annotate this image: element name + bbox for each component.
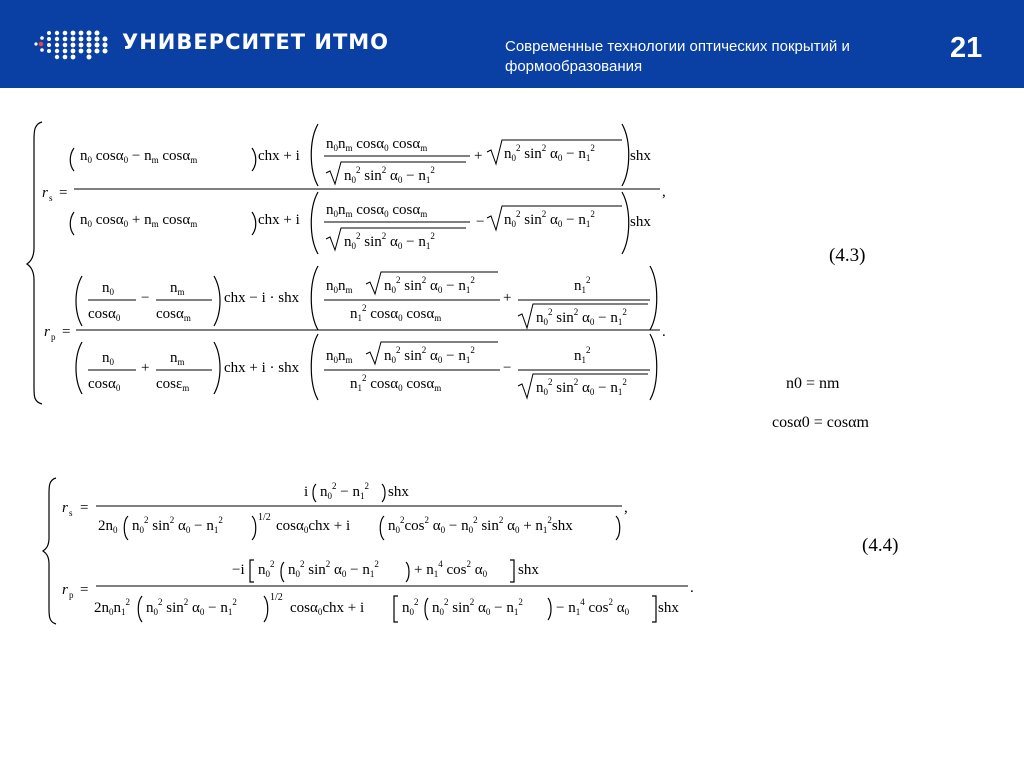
svg-text:n02: $n_0^2$ [258, 559, 275, 579]
svg-text:=: = [59, 185, 68, 201]
svg-text:2n0n12: $2n_0n_1^2$ [94, 597, 130, 617]
svg-text:cosα0: cosα$_0$ [88, 376, 121, 393]
svg-text:cosα0: cosα$_0$ [88, 306, 121, 323]
svg-text:r: r [62, 500, 68, 516]
svg-text:n0nm cosα0 cosαm: $n_0n_m$ cosα$_0$ cosα$_m$ [326, 202, 428, 219]
equation-number-4-4: (4.4) [862, 535, 899, 556]
svg-text:n0nm cosα0 cosαm: $n_0n_m$ cosα$_0$ cosα$_m$ [326, 136, 428, 153]
svg-text:n0 cosα0 − nm cosαm: $n_0$ $\cos\alpha_0 - n_m$ cosα$_m$ [80, 148, 198, 165]
svg-text:n0nm: $n_0n_m$ [326, 348, 353, 365]
svg-text:chx − i · shx: chx − i · shx [224, 290, 300, 306]
svg-text:n02 sin2 α0 − n12: $n_0^2$ $\sin^2 \alpha_0 - n_1^2$ [536, 377, 627, 397]
condition-line-2: cosα0 = cosαm [772, 414, 869, 431]
svg-text:p: p [69, 590, 74, 600]
svg-text:cosα0chx + i: cosα$_0$chx + i [276, 518, 351, 535]
svg-text:n12: $n_1^2$ [574, 345, 591, 365]
condition-line-1: n0 = nm [786, 375, 840, 392]
svg-text:r: r [42, 185, 48, 201]
svg-text:=: = [80, 500, 89, 516]
formula-4-4 [0, 88, 1024, 768]
svg-text:shx: shx [658, 600, 679, 616]
svg-text:cosα0chx + i: cosα$_0$chx + i [290, 600, 365, 617]
svg-text:− n14 cos2 α0: − $n_1^4$ $\cos^2 \alpha_0$ [556, 597, 630, 617]
svg-text:=: = [80, 582, 89, 598]
svg-text:n12 cosα0 cosαm: $n_1^2$ cosα$_0$ cosα$_m$ [350, 373, 442, 393]
svg-text:n02 sin2 α0 − n12: $n_0^2$ $\sin^2 \alpha_0 - n_1^2$ [146, 597, 237, 617]
svg-text:n02cos2 α0 − n02 sin2 α0 + n12: $n_0^2\cos^2$ $\alpha_0 - n_0^2$ $\sin^2 \alpha_0 + n_1^2shx$ [388, 515, 573, 535]
svg-text:+ n14 cos2 α0: + $n_1^4$ $\cos^2 \alpha_0$ [414, 559, 488, 579]
svg-text:−i: −i [232, 562, 245, 578]
svg-text:p: p [51, 332, 56, 342]
svg-text:cosεm: cosε$_m$ [156, 376, 190, 393]
svg-text:n02 sin2 α0 − n12: $n_0^2$ $\sin^2 \alpha_0 - n_1^2$ [344, 165, 435, 185]
slide-content [0, 88, 1024, 768]
svg-text:nm: $n_m$ [170, 350, 185, 367]
svg-text:n02 sin2 α0 − n12: $n_0^2$ $\sin^2 \alpha_0 - n_1^2$ [132, 515, 223, 535]
svg-text:shx: shx [630, 214, 651, 230]
svg-text:=: = [62, 324, 71, 340]
svg-text:−: − [141, 290, 150, 306]
svg-text:n02 sin2 α0 − n12: $n_0^2$ $\sin^2 \alpha_0 - n_1^2$ [536, 307, 627, 327]
svg-text:nm: $n_m$ [170, 280, 185, 297]
svg-text:2n0: $2n_0$ [98, 518, 118, 535]
svg-text:+: + [141, 360, 150, 376]
svg-text:−: − [476, 214, 485, 230]
svg-text:n0: $n_0$ [102, 350, 114, 367]
condition-cos-equality [772, 414, 869, 432]
svg-text:n12: $n_1^2$ [574, 275, 591, 295]
eq44-period: . [690, 580, 694, 596]
eq43-period: . [662, 324, 666, 340]
svg-text:cosαm: cosα$_m$ [156, 306, 191, 323]
svg-text:1/2: 1/2 [258, 512, 271, 523]
presentation-subtitle: Современные технологии оптических покрытий и формообразования [505, 38, 850, 75]
condition-n0-equals-nm [786, 375, 839, 393]
svg-text:s: s [49, 193, 53, 203]
svg-text:chx + i: chx + i [258, 148, 300, 164]
svg-text:n02 sin2 α0 − n12: $n_0^2$ $\sin^2 \alpha_0 - n_1^2$ [384, 275, 475, 295]
svg-text:n0nm: $n_0n_m$ [326, 278, 353, 295]
slide-number: 21 [950, 32, 983, 64]
svg-text:−: − [503, 360, 512, 376]
svg-text:n02 sin2 α0 − n12: $n_0^2$ $\sin^2 \alpha_0 - n_1^2$ [288, 559, 379, 579]
equation-number-4-3: (4.3) [829, 245, 866, 266]
svg-text:shx: shx [630, 148, 651, 164]
svg-text:n02 sin2 α0 − n12: $n_0^2$ $\sin^2 \alpha_0 - n_1^2$ [432, 597, 523, 617]
svg-text:n02: $n_0^2$ [402, 597, 419, 617]
svg-text:n02 − n12: $n_0^2 - n_1^2$ [320, 481, 369, 501]
svg-text:shx: shx [518, 562, 539, 578]
svg-text:n02 sin2 α0 − n12: $n_0^2$ $\sin^2 \alpha_0 - n_1^2$ [504, 209, 595, 229]
svg-text:r: r [62, 582, 68, 598]
university-brand-name: УНИВЕРСИТЕТ ИТМО [122, 30, 390, 54]
svg-text:r: r [44, 324, 50, 340]
svg-text:s: s [69, 508, 73, 518]
svg-text:n12 cosα0 cosαm: $n_1^2$ cosα$_0$ cosα$_m$ [350, 303, 442, 323]
svg-text:n0: $n_0$ [102, 280, 114, 297]
svg-text:shx: shx [388, 484, 409, 500]
svg-text:chx + i · shx: chx + i · shx [224, 360, 300, 376]
svg-text:n0 cosα0 + nm cosαm: $n_0$ $\cos\alpha_0 + n_m$ cosα$_m$ [80, 212, 198, 229]
svg-text:i: i [304, 484, 309, 500]
svg-text:+: + [474, 148, 483, 164]
header-bar [0, 0, 1024, 88]
svg-text:chx + i: chx + i [258, 212, 300, 228]
svg-text:n02 sin2 α0 − n12: $n_0^2$ $\sin^2 \alpha_0 - n_1^2$ [344, 231, 435, 251]
itmo-logo-dots-icon [32, 26, 112, 62]
svg-text:n02 sin2 α0 − n12: $n_0^2$ $\sin^2 \alpha_0 - n_1^2$ [504, 143, 595, 163]
svg-text:n02 sin2 α0 − n12: $n_0^2$ $\sin^2 \alpha_0 - n_1^2$ [384, 345, 475, 365]
eq44-comma: , [624, 500, 628, 516]
svg-text:1/2: 1/2 [270, 592, 283, 603]
eq43-comma: , [662, 184, 666, 200]
svg-text:+: + [503, 290, 512, 306]
